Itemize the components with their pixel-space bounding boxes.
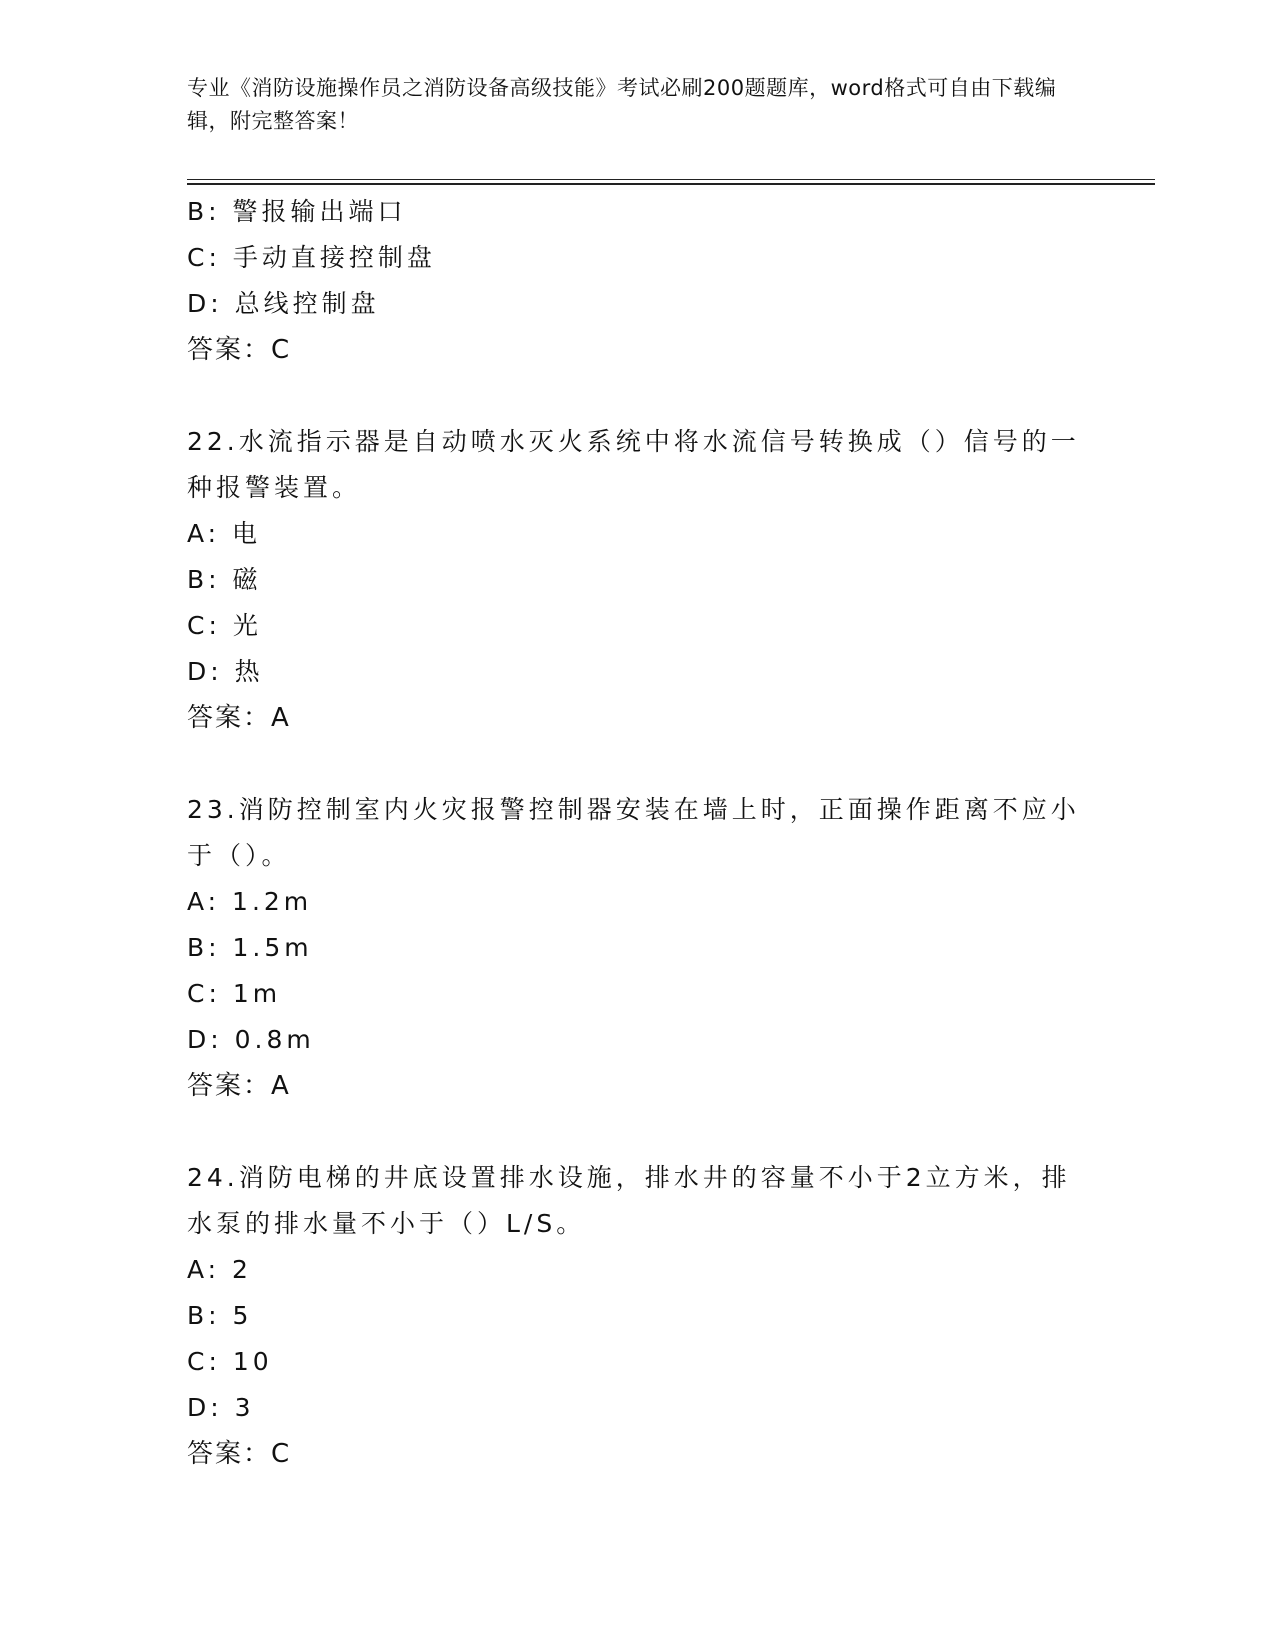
question-stem: 23.消防控制室内火灾报警控制器安装在墙上时，正面操作距离不应小于（）。 [187, 795, 1080, 870]
spacer [187, 741, 1087, 787]
option-d: D: 热 [187, 657, 264, 686]
option-a: A: 1.2m [187, 887, 313, 916]
option-b: B: 5 [187, 1301, 253, 1330]
option-c: C: 光 [187, 611, 262, 640]
answer-line: 答案：A [187, 703, 291, 733]
option-c: C: 手动直接控制盘 [187, 243, 436, 272]
question-stem: 22.水流指示器是自动喷水灭火系统中将水流信号转换成（）信号的一种报警装置。 [187, 427, 1080, 502]
answer-line: 答案：C [187, 1439, 292, 1469]
header-divider-thick [187, 183, 1155, 185]
option-d: D: 0.8m [187, 1025, 315, 1054]
option-b: B: 1.5m [187, 933, 313, 962]
option-c: C: 10 [187, 1347, 273, 1376]
option-a: A: 2 [187, 1255, 252, 1284]
spacer [187, 373, 1087, 419]
option-b: B: 警报输出端口 [187, 197, 407, 226]
document-header: 专业《消防设施操作员之消防设备高级技能》考试必刷200题题库，word格式可自由下载编辑，附完整答案！ [187, 76, 1057, 133]
option-a: A: 电 [187, 519, 262, 548]
spacer [187, 1109, 1087, 1155]
question-stem: 24.消防电梯的井底设置排水设施，排水井的容量不小于2立方米，排水泵的排水量不小于（）L/S。 [187, 1163, 1071, 1238]
option-d: D: 总线控制盘 [187, 289, 380, 318]
question-list [187, 189, 1087, 1477]
answer-line: 答案：C [187, 335, 292, 365]
answer-line: 答案：A [187, 1071, 291, 1101]
option-c: C: 1m [187, 979, 282, 1008]
header-divider-thin [187, 179, 1155, 180]
option-b: B: 磁 [187, 565, 262, 594]
option-d: D: 3 [187, 1393, 255, 1422]
